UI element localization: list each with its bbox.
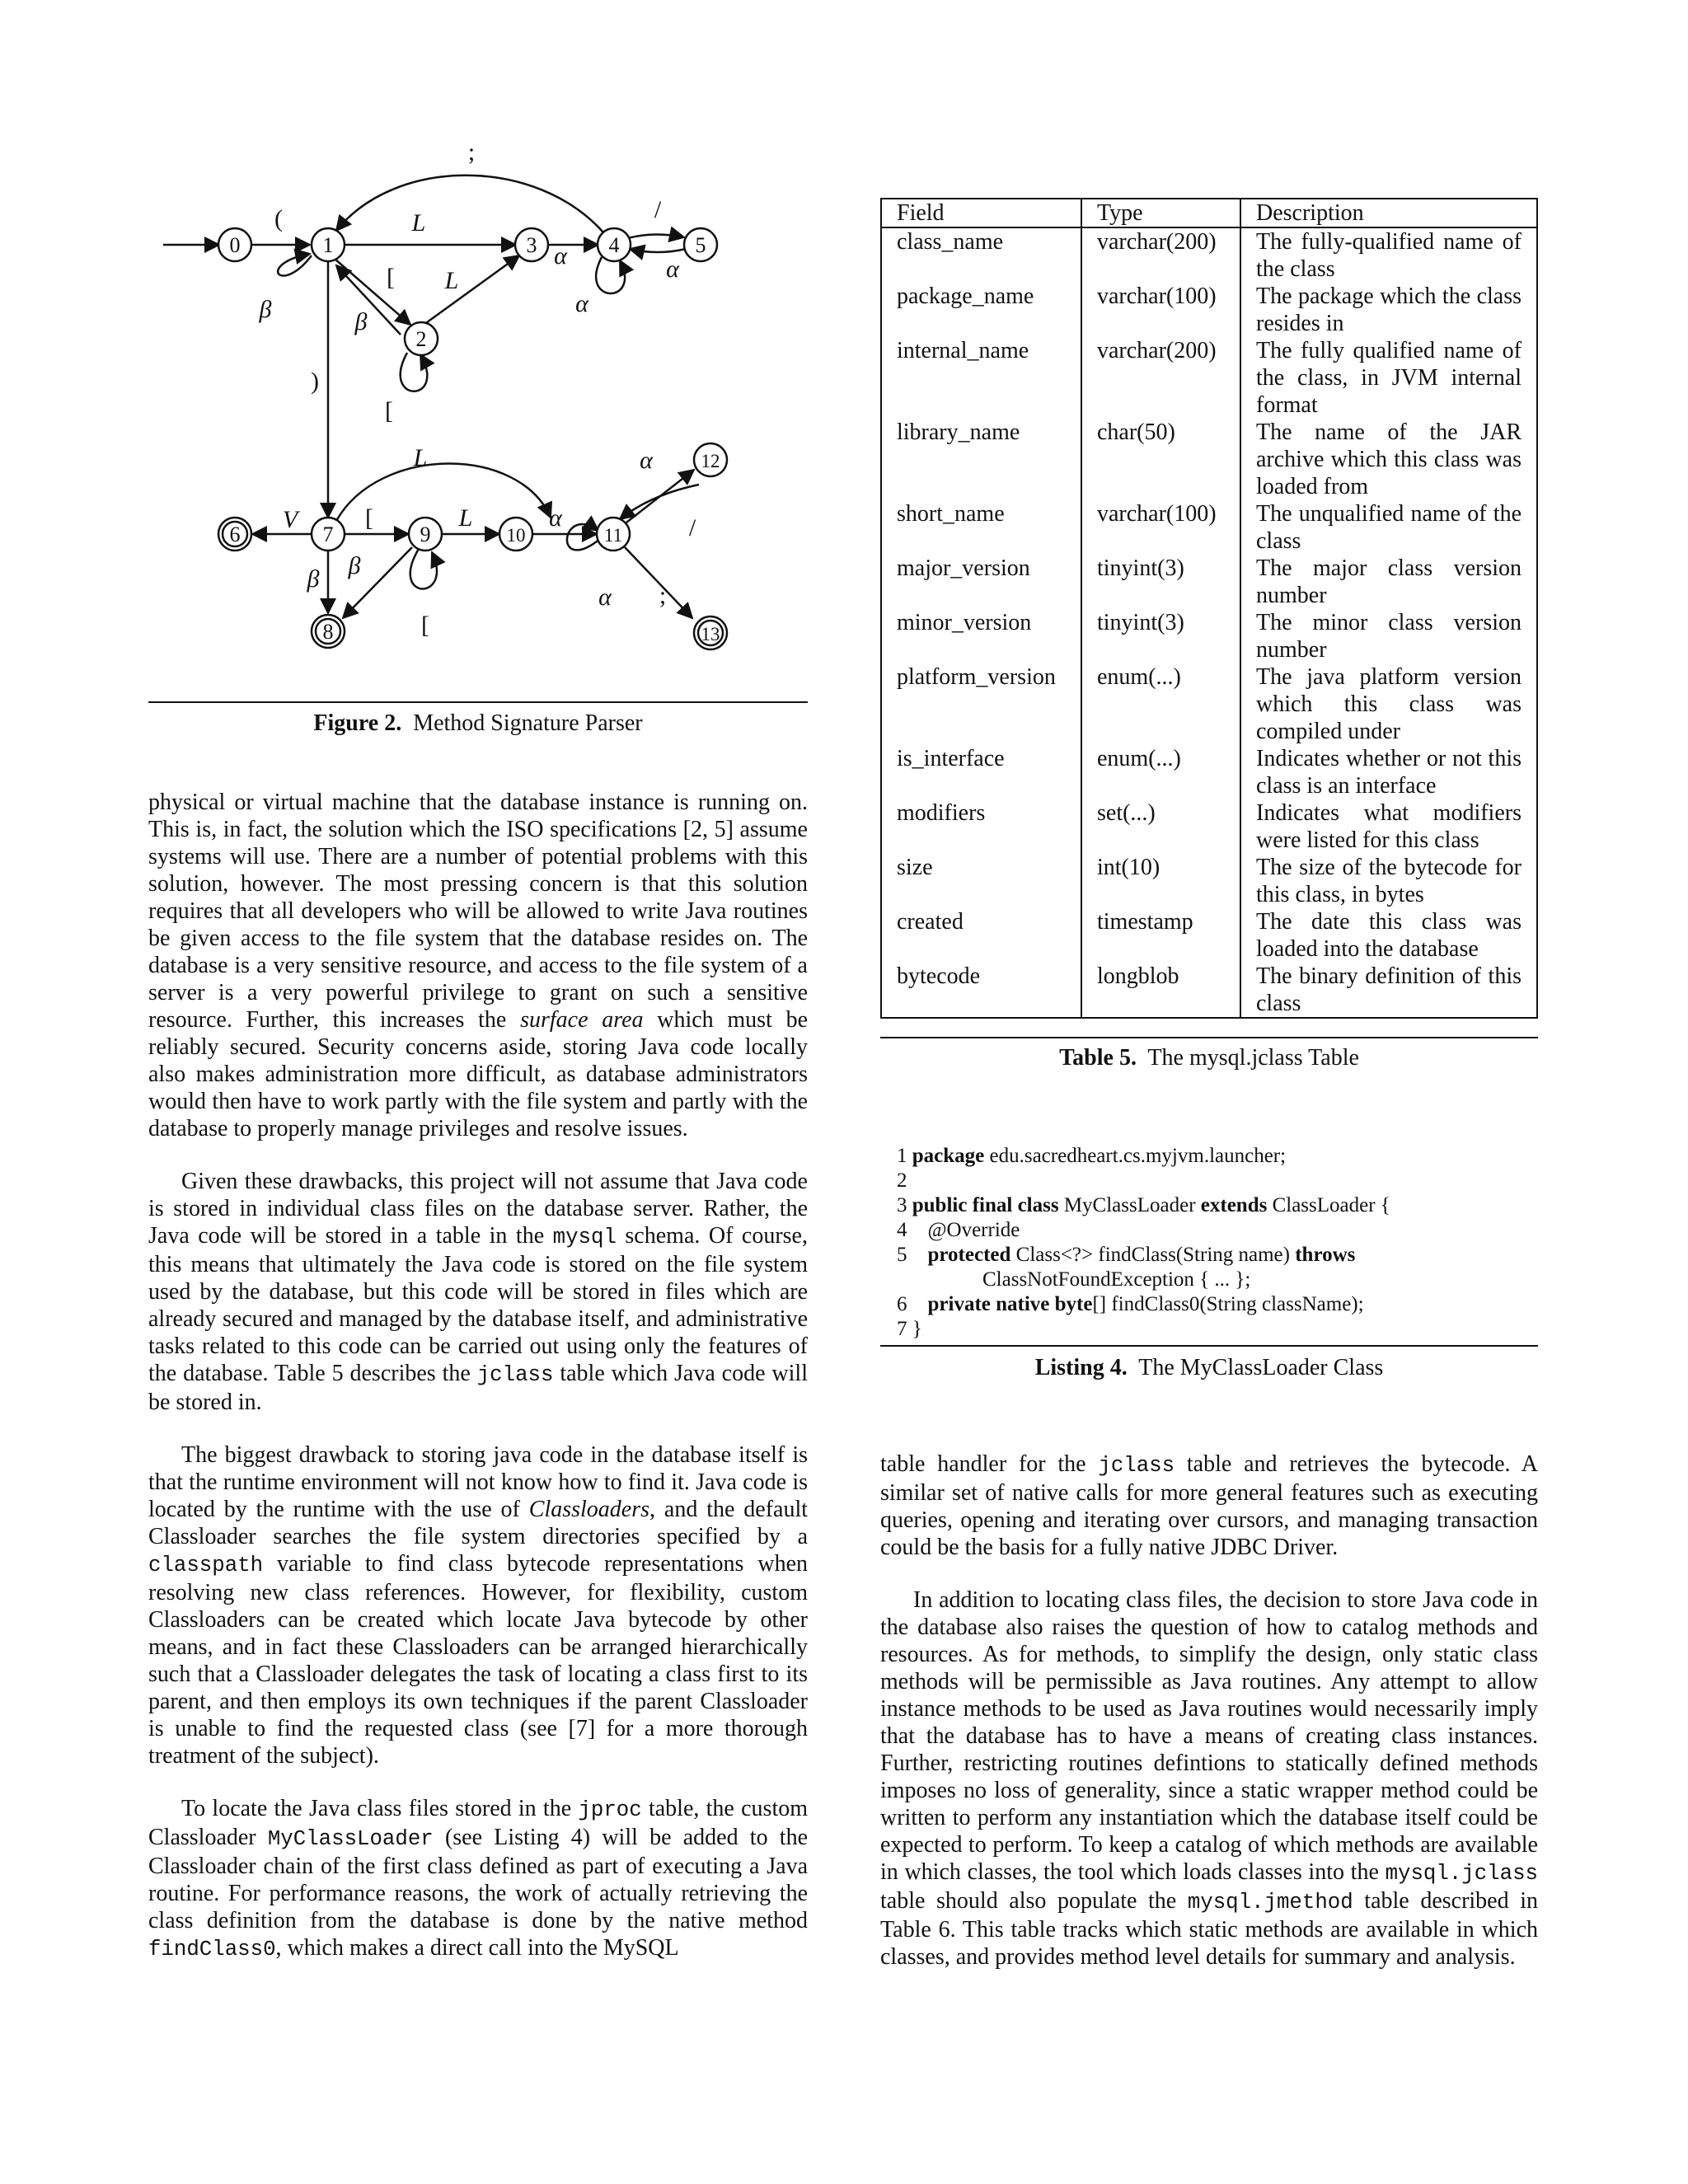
cell-field: internal_name xyxy=(881,337,1081,419)
state-label-10: 10 xyxy=(506,525,526,546)
cell-type: char(50) xyxy=(1081,419,1240,500)
label-1-3: L xyxy=(411,209,426,237)
cell-field: package_name xyxy=(881,283,1081,337)
listing-caption-label: Listing 4. xyxy=(1034,1355,1128,1380)
table-row xyxy=(881,663,1537,745)
cell-type: varchar(200) xyxy=(1081,337,1240,419)
cell-field: library_name xyxy=(881,419,1081,500)
label-7-9: [ xyxy=(365,504,373,532)
cell-field: major_version xyxy=(881,555,1081,609)
column-header: Field xyxy=(881,199,1081,227)
edge-4-1 xyxy=(336,176,603,232)
cell-type: tinyint(3) xyxy=(1081,609,1240,663)
table-row xyxy=(881,419,1537,500)
label-12-11: α xyxy=(640,447,653,474)
edge-4-5 xyxy=(625,234,684,239)
label-0-1: ( xyxy=(274,205,283,232)
label-11-loop: α xyxy=(598,583,612,611)
state-label-5: 5 xyxy=(695,233,706,257)
cell-description: The unqualified name of the class xyxy=(1240,500,1537,555)
label-9-8: β xyxy=(348,552,361,579)
cell-type: int(10) xyxy=(1081,854,1240,908)
cell-field: bytecode xyxy=(881,963,1081,1018)
cell-description: The fully-qualified name of the class xyxy=(1240,227,1537,283)
state-label-0: 0 xyxy=(229,233,241,257)
edge-12-11 xyxy=(620,485,699,519)
edge-1-2 xyxy=(335,259,410,325)
table-caption-text: The mysql.jclass Table xyxy=(1147,1045,1359,1071)
state-label-8: 8 xyxy=(322,620,334,644)
label-2-loop: [ xyxy=(385,397,393,424)
table-5 xyxy=(880,198,1538,1019)
cell-description: The name of the JAR archive which this class was loaded from xyxy=(1240,419,1537,500)
label-2-3: L xyxy=(444,267,459,294)
cell-type: enum(...) xyxy=(1081,745,1240,799)
cell-type: enum(...) xyxy=(1081,663,1240,745)
label-7-10: L xyxy=(413,444,428,471)
loop-2 xyxy=(401,353,428,391)
cell-description: The java platform version which this class was compiled under xyxy=(1240,663,1537,745)
listing-caption-text: The MyClassLoader Class xyxy=(1138,1355,1384,1380)
code-line: 1 package edu.sacredheart.cs.myjvm.launcher; xyxy=(897,1145,1287,1167)
listing-rule xyxy=(880,1345,1538,1347)
table-row xyxy=(881,854,1537,908)
state-label-6: 6 xyxy=(229,523,241,546)
cell-description: The fully qualified name of the class, in JVM internal format xyxy=(1240,337,1537,419)
cell-field: minor_version xyxy=(881,609,1081,663)
cell-description: The date this class was loaded into the database xyxy=(1240,908,1537,963)
table-row xyxy=(881,963,1537,1018)
label-3-4: α xyxy=(554,242,567,269)
cell-description: Indicates whether or not this class is an interface xyxy=(1240,745,1537,799)
method-signature-parser-diagram xyxy=(148,132,808,676)
cell-field: created xyxy=(881,908,1081,963)
cell-type: timestamp xyxy=(1081,908,1240,963)
cell-description: The minor class version number xyxy=(1240,609,1537,663)
code-line: 2 xyxy=(897,1169,907,1192)
code-line: 3 public final class MyClassLoader extends ClassLoader { xyxy=(897,1194,1390,1216)
code-line: 6 private native byte[] findClass0(String className); xyxy=(897,1293,1364,1315)
label-9-10: L xyxy=(458,504,473,532)
state-label-1: 1 xyxy=(322,233,334,257)
cell-description: Indicates what modifiers were listed for this class xyxy=(1240,799,1537,854)
code-line: 7 } xyxy=(897,1318,922,1340)
state-label-9: 9 xyxy=(420,523,431,546)
figure-caption-text: Method Signature Parser xyxy=(413,710,643,736)
column-header: Description xyxy=(1240,199,1537,227)
cell-description: The binary definition of this class xyxy=(1240,963,1537,1018)
table-rule xyxy=(880,1037,1538,1038)
state-label-2: 2 xyxy=(415,327,427,351)
figure-caption xyxy=(148,710,808,737)
table-row xyxy=(881,500,1537,555)
loop-11 xyxy=(567,524,600,550)
edge-5-4 xyxy=(630,249,686,252)
code-listing xyxy=(897,1144,1540,1342)
label-1-7: ) xyxy=(311,368,319,395)
paragraph: physical or virtual machine that the database instance is running on. This is, in fact, the solution which the ISO specifications [2, 5] assume systems will use. There are a number of potential problems with this solution, however. The most pressing concern is that this solution requires that all developers who will be allowed to write Java routines be given access to the file system that the database resides on. The database is a very sensitive resource, and access to the file system of a server is a very powerful privilege to grant on such a sensitive resource. Further, this increases the surface area which must be reliably secured. Security concerns aside, storing Java code locally also makes administration more difficult, as database administrators would then have to work partly with the file system and partly with the database to properly manage privileges and resolve issues. xyxy=(148,790,809,1141)
paragraph: table handler for the jclass table and retrieves the bytecode. A similar set of native calls for more general features such as executing queries, opening and iterating over cursors, and managing transaction could be the basis for a fully native JDBC Driver. xyxy=(880,1451,1538,1560)
code-line: 5 protected Class<?> findClass(String name) throws xyxy=(897,1244,1356,1266)
label-11-13: ; xyxy=(659,582,667,609)
state-label-12: 12 xyxy=(701,451,720,471)
label-2-1: β xyxy=(354,308,368,335)
cell-description: The package which the class resides in xyxy=(1240,283,1537,337)
cell-field: size xyxy=(881,854,1081,908)
table-row xyxy=(881,337,1537,419)
paragraph: In addition to locating class files, the decision to store Java code in the database also raises the question of how to catalog methods and resources. As for methods, to simplify the design, only static class methods will be permissible as Java routines. Any attempt to allow instance methods to be used as Java routines would necessarily imply that the database has to have a means of creating class instances. Further, restricting routines defintions to statically defined methods imposes no loss of generality, since a static wrapper method could be written to perform any instantiation which the database itself could be expected to perform. To keep a catalog of which methods are available in which classes, the tool which loads classes into the mysql.jclass table should also populate the mysql.jmethod table described in Table 6. This table tracks which static methods are available in which classes, and provides method level details for summary and analysis. xyxy=(880,1587,1538,1970)
table-row xyxy=(881,555,1537,609)
listing-caption xyxy=(880,1355,1538,1381)
state-label-7: 7 xyxy=(322,523,334,546)
cell-type: varchar(100) xyxy=(1081,283,1240,337)
cell-description: The major class version number xyxy=(1240,555,1537,609)
cell-field: modifiers xyxy=(881,799,1081,854)
label-4-loop: α xyxy=(575,290,588,317)
label-5-4: α xyxy=(666,255,679,283)
cell-type: longblob xyxy=(1081,963,1240,1018)
table-row xyxy=(881,283,1537,337)
cell-field: class_name xyxy=(881,227,1081,283)
paragraph: The biggest drawback to storing java code in the database itself is that the runtime environment will not know how to find it. Java code is located by the runtime with the use of Classloaders, and the default Classloader searches the file system directories specified by a classpath variable to find class bytecode representations when resolving new class references. However, for flexibility, custom Classloaders can be created which locate Java bytecode by other means, and in fact these Classloaders can be arranged hierarchically such that a Classloader delegates the task of locating a class first to its parent, and then employs its own techniques if the parent Classloader is unable to find the requested class (see [7] for a more thorough treatment of the subject). xyxy=(148,1442,809,1769)
label-7-6: V xyxy=(282,506,298,533)
code-line: 4 @Override xyxy=(897,1219,1020,1241)
label-11-12: / xyxy=(688,514,696,541)
label-10-11: α xyxy=(549,504,562,532)
cell-description: The size of the bytecode for this class, in bytes xyxy=(1240,854,1537,908)
cell-type: varchar(100) xyxy=(1081,500,1240,555)
label-4-1: ; xyxy=(467,138,476,166)
code-line: ClassNotFoundException { ... }; xyxy=(982,1268,1251,1291)
cell-field: platform_version xyxy=(881,663,1081,745)
state-label-3: 3 xyxy=(526,233,537,257)
label-4-5: / xyxy=(654,196,662,223)
state-label-11: 11 xyxy=(603,525,623,546)
table-caption-label: Table 5. xyxy=(1059,1045,1137,1071)
paragraph: To locate the Java class files stored in the jproc table, the custom Classloader MyClassLoader (see Listing 4) will be added to the Classloader chain of the first class defined as part of executing a Java routine. For performance reasons, the work of actually retrieving the class definition from the database is done by the native method findClass0, which makes a direct call into the MySQL xyxy=(148,1796,808,1961)
table-header-row xyxy=(881,199,1537,227)
table-caption xyxy=(880,1045,1538,1071)
table-row xyxy=(881,227,1537,283)
table-row xyxy=(881,908,1537,963)
column-header: Type xyxy=(1081,199,1240,227)
edge-2-3 xyxy=(424,255,519,325)
left-column xyxy=(148,789,808,1989)
right-column xyxy=(880,1451,1538,1996)
label-7-8: β xyxy=(307,565,320,593)
cell-type: set(...) xyxy=(1081,799,1240,854)
paragraph: Given these drawbacks, this project will not assume that Java code is stored in individual class files on the database server. Rather, the Java code will be stored in a table in the mysql schema. Of course, this means that ultimately the Java code is stored on the file system used by the database, but this code will be stored in files which are already secured and managed by the database itself, and administrative tasks related to this code can be carried out using only the features of the database. Table 5 describes the jclass table which Java code will be stored in. xyxy=(148,1169,808,1415)
label-1-loop: β xyxy=(259,296,272,323)
table-row xyxy=(881,609,1537,663)
loop-4 xyxy=(596,257,625,293)
table-row xyxy=(881,799,1537,854)
state-label-4: 4 xyxy=(608,233,620,257)
figure-rule xyxy=(148,701,808,703)
loop-1 xyxy=(278,254,312,276)
table-row xyxy=(881,745,1537,799)
label-9-loop: [ xyxy=(421,612,429,639)
cell-type: varchar(200) xyxy=(1081,227,1240,283)
label-1-2: [ xyxy=(387,264,395,291)
cell-field: short_name xyxy=(881,500,1081,555)
cell-type: tinyint(3) xyxy=(1081,555,1240,609)
cell-field: is_interface xyxy=(881,745,1081,799)
figure-caption-label: Figure 2. xyxy=(313,710,402,736)
state-label-13: 13 xyxy=(701,624,720,644)
loop-9 xyxy=(410,549,437,589)
